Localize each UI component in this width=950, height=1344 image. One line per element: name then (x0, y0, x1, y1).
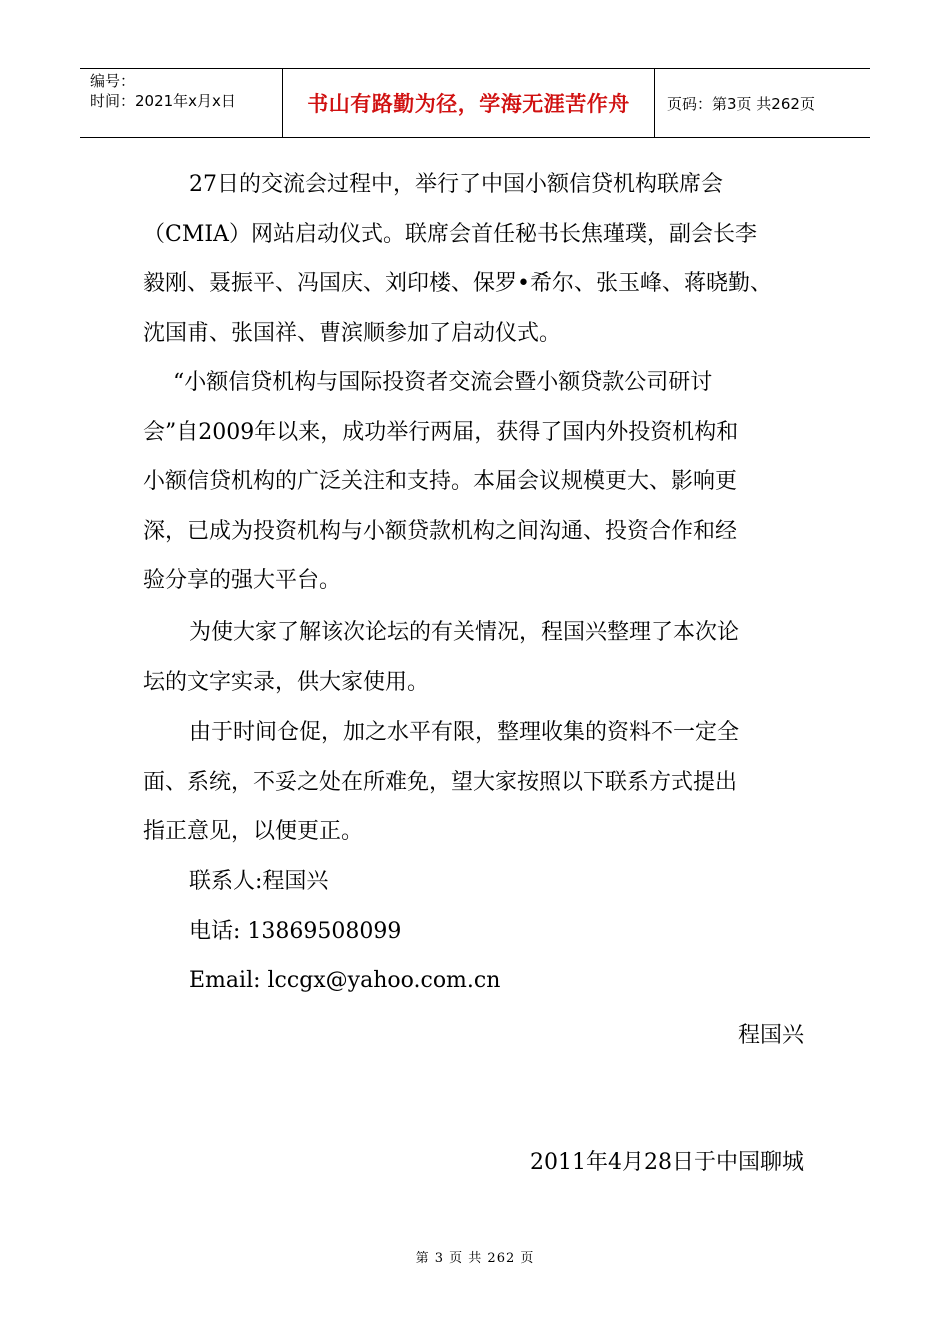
text-line: （CMIA）网站启动仪式。联席会首任秘书长焦瑾璞，副会长李 (143, 221, 757, 247)
paragraph-1 (143, 160, 823, 358)
contact-email: Email: lccgx@yahoo.com.cn (189, 968, 501, 993)
text-line: 指正意见，以便更正。 (143, 819, 364, 844)
page-footer: 第 3 页 共 262 页 (415, 1251, 535, 1266)
text-line: 为使大家了解该次论坛的有关情况，程国兴整理了本次论 (189, 620, 740, 645)
text-line: 深，已成为投资机构与小额贷款机构之间沟通、投资合作和经 (143, 518, 738, 544)
header-motto: 书山有路勤为径，学海无涯苦作舟 (283, 69, 655, 137)
paragraph-2 (143, 358, 823, 606)
text-line: 由于时间仓促，加之水平有限，整理收集的资料不一定全 (189, 720, 740, 745)
text-line: 坛的文字实录，供大家使用。 (143, 669, 430, 695)
text-line: 面、系统，不妥之处在所难免，望大家按照以下联系方式提出 (143, 769, 738, 795)
text-line: 验分享的强大平台。 (143, 568, 342, 593)
paragraph-4 (143, 708, 823, 857)
text-line: 毅刚、聂振平、冯国庆、刘印楼、保罗•希尔、张玉峰、蒋晓勤、 (143, 271, 772, 296)
text-line: 小额信贷机构的广泛关注和支持。本届会议规模更大、影响更 (143, 469, 738, 494)
page-header (80, 68, 870, 138)
paragraph-3 (143, 608, 823, 707)
header-meta (80, 69, 283, 137)
contact-person: 联系人:程国兴 (189, 869, 329, 894)
number-label: 编号： (90, 72, 136, 90)
text-line: 27日的交流会过程中，举行了中国小额信贷机构联席会 (189, 172, 723, 197)
text-line: 会”自2009年以来，成功举行两届，获得了国内外投资机构和 (143, 419, 739, 445)
text-line: “小额信贷机构与国际投资者交流会暨小额贷款公司研讨 (173, 370, 713, 395)
header-page-label: 页码：第3页 共262页 (667, 94, 815, 113)
contact-phone: 电话: 13869508099 (189, 918, 402, 944)
time-label: 时间：2021年x月x日 (90, 92, 236, 110)
text-line: 沈国甫、张国祥、曹滨顺参加了启动仪式。 (143, 320, 562, 346)
contact-block (143, 857, 823, 1006)
signature: 程国兴 (737, 1023, 804, 1048)
date-place: 2011年4月28日于中国聊城 (530, 1150, 804, 1175)
